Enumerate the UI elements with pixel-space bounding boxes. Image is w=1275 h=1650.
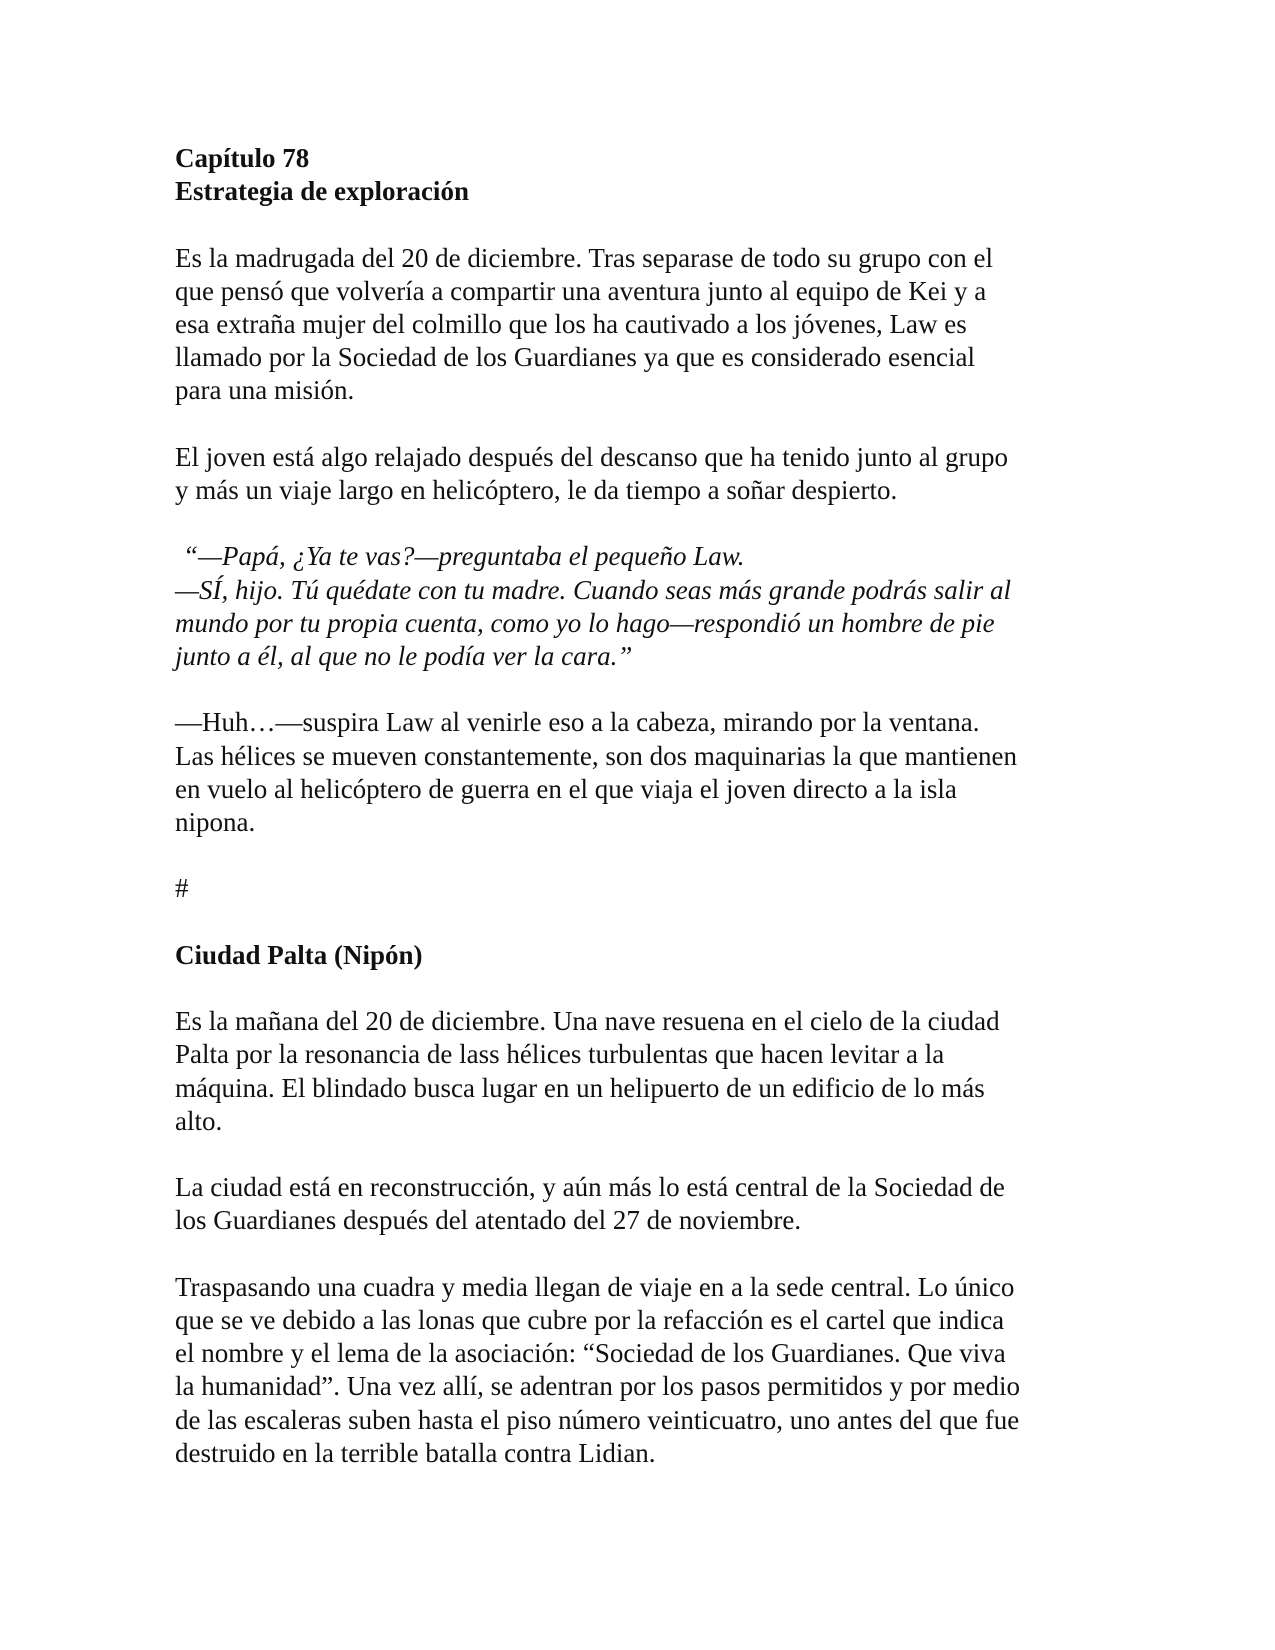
text-line: Traspasando una cuadra y media llegan de viaje en a la sede central. Lo único	[175, 1271, 1015, 1302]
paragraph-5	[175, 1171, 1095, 1237]
text-line: máquina. El blindado busca lugar en un helipuerto de un edificio de lo más	[175, 1072, 985, 1103]
text-line: para una misión.	[175, 375, 355, 406]
text-line: destruido en la terrible batalla contra Lidian.	[175, 1437, 656, 1468]
flashback-quote	[175, 540, 1095, 673]
document-page	[175, 142, 1095, 1503]
scene-separator	[175, 872, 1095, 905]
location-title: Ciudad Palta (Nipón)	[175, 939, 423, 970]
chapter-heading	[175, 142, 1095, 208]
text-line: y más un viaje largo en helicóptero, le da tiempo a soñar despierto.	[175, 475, 898, 505]
text-line: mundo por tu propia cuenta, como yo lo hago—respondió un hombre de pie	[175, 607, 995, 638]
paragraph-6	[175, 1271, 1095, 1470]
text-line: Las hélices se mueven constantemente, son dos maquinarias la que mantienen	[175, 740, 1017, 771]
text-line: de las escaleras suben hasta el piso número veinticuatro, uno antes del que fue	[175, 1404, 1020, 1435]
paragraph-1	[175, 242, 1095, 408]
text-line: esa extraña mujer del colmillo que los ha cautivado a los jóvenes, Law es	[175, 309, 967, 339]
text-line: el nombre y el lema de la asociación: “Sociedad de los Guardianes. Que viva	[175, 1338, 1006, 1369]
text-line: Es la madrugada del 20 de diciembre. Tras separase de todo su grupo con el	[175, 242, 994, 273]
text-line: Palta por la resonancia de lass hélices turbulentas que hacen levitar a la	[175, 1039, 945, 1070]
text-line: La ciudad está en reconstrucción, y aún más lo está central de la Sociedad de	[175, 1172, 1005, 1203]
chapter-number: Capítulo 78	[175, 143, 310, 173]
text-line: —SÍ, hijo. Tú quédate con tu madre. Cuando seas más grande podrás salir al	[175, 574, 1011, 605]
separator-mark: #	[175, 873, 189, 904]
text-line: que se ve debido a las lonas que cubre por la refacción es el cartel que indica	[175, 1304, 1005, 1335]
text-line: los Guardianes después del atentado del 27 de noviembre.	[175, 1205, 802, 1236]
text-line: Es la mañana del 20 de diciembre. Una nave resuena en el cielo de la ciudad	[175, 1006, 1000, 1037]
text-line: que pensó que volvería a compartir una aventura junto al equipo de Kei y a	[175, 275, 987, 306]
text-line: nipona.	[175, 807, 256, 837]
chapter-title: Estrategia de exploración	[175, 176, 469, 207]
text-line: El joven está algo relajado después del descanso que ha tenido junto al grupo	[175, 441, 1009, 472]
paragraph-4	[175, 1005, 1095, 1138]
text-line: junto a él, al que no le podía ver la cara.”	[175, 641, 633, 671]
text-line: “—Papá, ¿Ya te vas?—preguntaba el pequeño Law.	[183, 541, 745, 572]
text-line: —Huh…—suspira Law al venirle eso a la cabeza, mirando por la ventana.	[175, 707, 980, 738]
text-line: alto.	[175, 1105, 223, 1136]
location-heading	[175, 939, 1095, 972]
text-line: en vuelo al helicóptero de guerra en el que viaja el joven directo a la isla	[175, 773, 957, 804]
text-line: llamado por la Sociedad de los Guardianes ya que es considerado esencial	[175, 342, 975, 373]
paragraph-2	[175, 441, 1095, 507]
text-line: la humanidad”. Una vez allí, se adentran por los pasos permitidos y por medio	[175, 1371, 1021, 1402]
paragraph-3	[175, 706, 1095, 839]
